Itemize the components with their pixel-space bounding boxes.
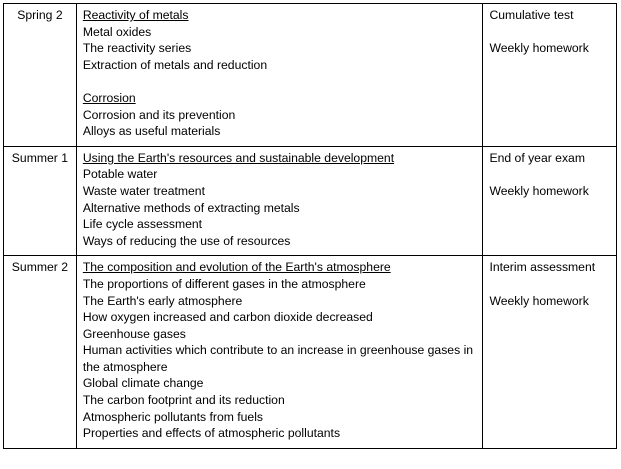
term-label: Summer 2 (11, 260, 69, 275)
term-cell (4, 4, 77, 147)
assessment-cell (483, 4, 617, 147)
assessment-spacer (489, 276, 610, 293)
topic-item: Human activities which contribute to an increase in greenhouse gases in the atmosphere (82, 343, 474, 374)
topic-item: Alloys as useful materials (82, 124, 221, 139)
assessment-cell (483, 146, 617, 256)
topic-item: The carbon footprint and its reduction (82, 393, 285, 408)
topic-heading: Using the Earth's resources and sustainable development (82, 150, 395, 165)
topic-item: Alternative methods of extracting metals (82, 200, 300, 215)
assessment-item: Interim assessment (489, 260, 596, 275)
topic-item: The proportions of different gases in the atmosphere (82, 276, 366, 291)
topic-item: How oxygen increased and carbon dioxide decreased (82, 310, 373, 325)
table-row-summer-2 (4, 256, 617, 449)
assessment-spacer (489, 24, 610, 41)
topics-cell (76, 256, 483, 449)
table-row-spring-2 (4, 4, 617, 147)
topics-cell (76, 4, 483, 147)
table-row-summer-1 (4, 146, 617, 256)
topic-item: Properties and effects of atmospheric pollutants (82, 426, 341, 441)
topic-heading: Corrosion (82, 90, 136, 105)
topic-item: The Earth's early atmosphere (82, 293, 243, 308)
assessment-item: Cumulative test (489, 8, 574, 22)
topic-item: Metal oxides (82, 24, 152, 39)
topic-item: Extraction of metals and reduction (82, 57, 268, 72)
assessment-item: Weekly homework (489, 293, 589, 308)
topic-item: Global climate change (82, 376, 204, 391)
topic-item: Greenhouse gases (82, 326, 186, 341)
topic-item: The reactivity series (82, 41, 192, 56)
topic-heading: The composition and evolution of the Earth's atmosphere (82, 260, 391, 275)
term-cell (4, 256, 77, 449)
assessment-item: Weekly homework (489, 183, 589, 198)
topic-item: Ways of reducing the use of resources (82, 233, 291, 248)
assessment-item: Weekly homework (489, 41, 589, 56)
topic-item: Corrosion and its prevention (82, 107, 236, 122)
topic-item: Potable water (82, 167, 158, 182)
topic-heading: Reactivity of metals (82, 8, 189, 22)
section-spacer (83, 73, 477, 90)
topic-item: Waste water treatment (82, 183, 205, 198)
term-cell (4, 146, 77, 256)
assessment-cell (483, 256, 617, 449)
curriculum-table (3, 3, 617, 449)
assessment-item: End of year exam (489, 150, 585, 165)
assessment-spacer (489, 166, 610, 183)
term-label: Summer 1 (11, 150, 69, 165)
topic-item: Atmospheric pollutants from fuels (82, 409, 264, 424)
topics-cell (76, 146, 483, 256)
topic-item: Life cycle assessment (82, 217, 203, 232)
term-label: Spring 2 (17, 8, 63, 22)
